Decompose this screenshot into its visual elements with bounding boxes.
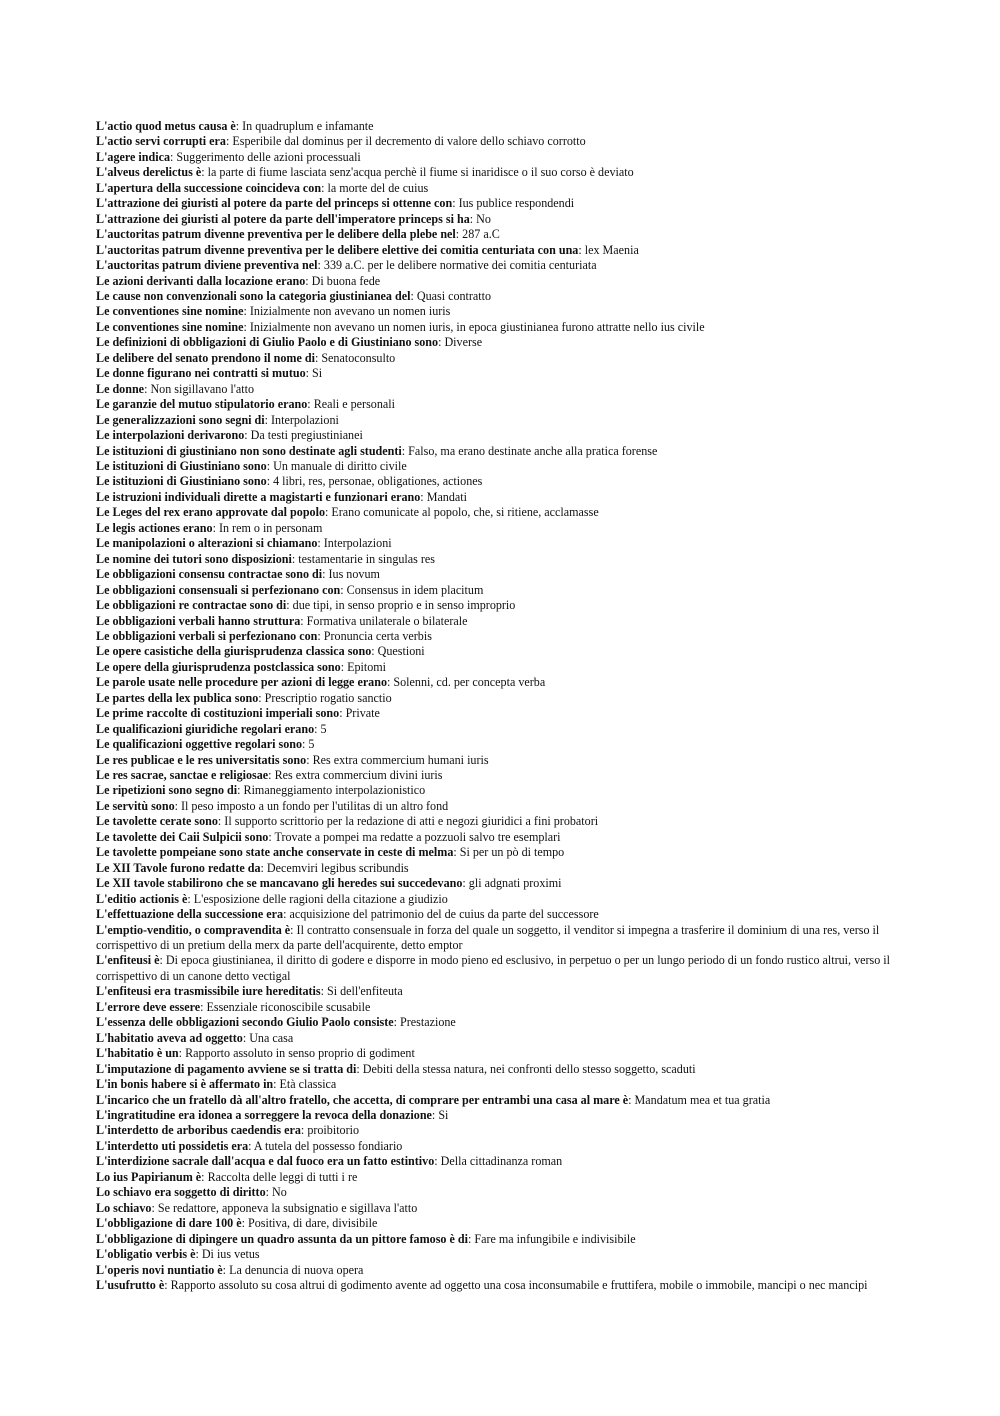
entry: Le istituzioni di Giustiniano sono: 4 libri, res, personae, obligationes, actiones [96,474,483,489]
entry-answer: Si [438,1108,449,1122]
document-page [96,119,908,1293]
entry: Le qualificazioni giuridiche regolari erano: 5 [96,721,327,736]
entry-answer: Formativa unilaterale o bilaterale [306,613,468,628]
entry-question: L'attrazione dei giuristi al potere da parte dell'imperatore princeps si ha [96,211,470,226]
entry-answer: Debiti della stessa natura, nei confronti dello stesso soggetto, scaduti [362,1061,696,1076]
entry-answer: Rapporto assoluto su cosa altrui di godimento avente ad oggetto una cosa inconsumabile e fruttifera, mobile o immobile, mancipi o nec mancipi [170,1277,868,1292]
entry-answer: Falso, ma erano destinate anche alla pratica forense [408,443,658,458]
entry-question: L'usufrutto è [96,1277,165,1292]
entry: Le istituzioni di Giustiniano sono: Un manuale di diritto civile [96,458,407,473]
entry-question: L'operis novi nuntiatio è [96,1262,223,1277]
entry-answer: Interpolazioni [271,412,339,427]
entry-answer: Senatoconsulto [321,350,396,365]
entry: L'attrazione dei giuristi al potere da parte del princeps si ottenne con: Ius publice respondendi [96,196,575,211]
entry-question: L'editio actionis è [96,891,188,906]
entry-answer: Una casa [249,1030,294,1045]
entry-question: L'auctoritas patrum diviene preventiva nel [96,258,318,273]
entry-answer: No [476,211,491,226]
entry-question: L'habitatio è un [96,1046,179,1061]
entry-question: Le definizioni di obbligazioni di Giulio Paolo e di Giustiniano sono [96,335,439,350]
entry: L'enfiteusi è: Di epoca giustinianea, il diritto di godere e disporre in modo pieno ed esclusivo, in perpetuo o per un lungo periodo di un fondo rustico altrui, verso il corrispettivo di un canone detto vectigal [96,953,891,983]
entry: Le definizioni di obbligazioni di Giulio Paolo e di Giustiniano sono: Diverse [96,335,483,350]
entry-answer: Mandati [426,489,467,504]
entry-question: Le obbligazioni consensu contractae sono di [96,567,323,582]
entry-question: Le conventiones sine nomine [96,304,244,319]
entry: Le res sacrae, sanctae e religiosae: Res extra commercium divini iuris [96,768,443,783]
entry: Le XII Tavole furono redatte da: Decemviri legibus scribundis [96,860,409,875]
entry-question: Le obbligazioni verbali si perfezionano con [96,628,318,643]
entry-question: Le istituzioni di Giustiniano sono [96,458,267,473]
entry-question: Le conventiones sine nomine [96,319,244,334]
entry: L'obbligazione di dipingere un quadro assunta da un pittore famoso è di: Fare ma infungibile e indivisibile [96,1231,636,1246]
entry: Le tavolette cerate sono: Il supporto scrittorio per la redazione di atti e negozi giuridici a fini probatori [96,814,599,829]
entry-question: Le obbligazioni re contractae sono di [96,598,287,613]
entry-question: Le tavolette pompeiane sono state anche conservate in ceste di melma [96,845,454,860]
entry: Le opere della giurisprudenza postclassica sono: Epitomi [96,659,387,674]
entry: Le res publicae e le res universitatis sono: Res extra commercium humani iuris [96,752,489,767]
entry-question: Le donne figurano nei contratti si mutuo [96,366,306,381]
entry-answer: In rem o in personam [218,520,323,535]
entry-question: L'apertura della successione coincideva con [96,180,322,195]
entry-question: L'agere indica [96,149,171,164]
entry: Le cause non convenzionali sono la categoria giustinianea del: Quasi contratto [96,288,492,303]
entry-question: L'habitatio aveva ad oggetto [96,1030,243,1045]
entry-question: Lo ius Papirianum è [96,1169,202,1184]
entry: Le servitù sono: Il peso imposto a un fondo per l'utilitas di un altro fond [96,798,449,813]
entry-question: L'obligatio verbis è [96,1247,196,1262]
entry: Le istruzioni individuali dirette a magistarti e funzionari erano: Mandati [96,489,467,504]
entry: Le interpolazioni derivarono: Da testi pregiustinianei [96,428,363,443]
entry: L'incarico che un fratello dà all'altro fratello, che accetta, di comprare per entrambi una casa al mare è: Mandatum mea et tua gratia [96,1092,771,1107]
entry-answer: Il contratto consensuale in forza del quale un soggetto, il venditor si impegna a trasferire il dominium di una res, verso il corrispettivo di un pretium della merx da parte dell'acquirente, detto emptor [96,922,880,953]
entry-question: Le obbligazioni verbali hanno struttura [96,613,301,628]
entry-answer: Se redattore, apponeva la subsignatio e sigillava l'atto [157,1200,418,1215]
entry: Le tavolette pompeiane sono state anche conservate in ceste di melma: Si per un pò di tempo [96,845,565,860]
entry: L'imputazione di pagamento avviene se si tratta di: Debiti della stessa natura, nei confronti dello stesso soggetto, scaduti [96,1061,696,1076]
entry-answer: Questioni [377,644,425,659]
entry-answer: Reali e personali [313,397,395,412]
entry: Le donne: Non sigillavano l'atto [96,381,255,396]
entry: Le prime raccolte di costituzioni imperiali sono: Private [96,706,380,721]
entry: Le obbligazioni re contractae sono di: due tipi, in senso proprio e in senso improprio [96,598,516,613]
entry: L'errore deve essere: Essenziale riconoscibile scusabile [96,999,371,1014]
entry: L'interdizione sacrale dall'acqua e dal fuoco era un fatto estintivo: Della cittadinanza roman [96,1154,563,1169]
entry-answer: testamentarie in singulas res [298,551,435,566]
entry-answer: Fare ma infungibile e indivisibile [474,1231,636,1246]
entry: L'alveus derelictus è: la parte di fiume lasciata senz'acqua perchè il fiume si inaridisce o il suo corso è deviato [96,165,634,180]
entry-answer: Consensus in idem placitum [346,582,484,597]
entry-answer: A tutela del possesso fondiario [253,1138,403,1153]
entry-question: Le qualificazioni oggettive regolari sono [96,737,303,752]
entry-answer: Res extra commercium humani iuris [312,752,489,767]
entry-answer: lex Maenia [584,242,639,257]
entry: Le donne figurano nei contratti si mutuo: Si [96,366,323,381]
entry: Le obbligazioni verbali si perfezionano con: Pronuncia certa verbis [96,628,432,643]
entry-question: L'interdizione sacrale dall'acqua e dal fuoco era un fatto estintivo [96,1154,435,1169]
entry: L'obligatio verbis è: Di ius vetus [96,1247,260,1262]
entry-answer: la parte di fiume lasciata senz'acqua perchè il fiume si inaridisce o il suo corso è deviato [207,165,634,180]
entry-answer: Decemviri legibus scribundis [266,860,409,875]
entry-answer: Epitomi [347,659,387,674]
entry: L'attrazione dei giuristi al potere da parte dell'imperatore princeps si ha: No [96,211,491,226]
entry-question: Le XII tavole stabilirono che se mancavano gli heredes sui succedevano [96,876,463,891]
entry-question: Le obbligazioni consensuali si perfezionano con [96,582,341,597]
entry-answer: In quadruplum e infamante [242,119,374,133]
entry-question: L'incarico che un fratello dà all'altro fratello, che accetta, di comprare per entrambi una casa al mare è [96,1092,629,1107]
entry-question: L'interdetto de arboribus caedendis era [96,1123,301,1138]
entry-answer: Prescriptio rogatio sanctio [264,690,392,705]
entry: L'auctoritas patrum divenne preventiva per le delibere della plebe nel: 287 a.C [96,227,500,242]
entry-question: Le interpolazioni derivarono [96,428,245,443]
entry: L'editio actionis è: L'esposizione delle ragioni della citazione a giudizio [96,891,448,906]
entry-question: L'alveus derelictus è [96,165,202,180]
entry: Le obbligazioni consensuali si perfezionano con: Consensus in idem placitum [96,582,484,597]
entry-question: Le donne [96,381,145,396]
entry: Le obbligazioni verbali hanno struttura: Formativa unilaterale o bilaterale [96,613,468,628]
entry-question: Le Leges del rex erano approvate dal popolo [96,505,325,520]
entry-answer: 339 a.C. per le delibere normative dei comitia centuriata [323,258,597,273]
entry-answer: Il supporto scrittorio per la redazione di atti e negozi giuridici a fini probatori [224,814,599,829]
entry: L'interdetto de arboribus caedendis era: proibitorio [96,1123,360,1138]
entry-question: L'ingratitudine era idonea a sorreggere la revoca della donazione [96,1108,432,1122]
entry-answer: Esperibile dal dominus per il decremento di valore dello schiavo corrotto [232,134,586,149]
entry: Lo schiavo: Se redattore, apponeva la subsignatio e sigillava l'atto [96,1200,418,1215]
entry-answer: Trovate a pompei ma redatte a pozzuoli salvo tre esemplari [274,829,561,844]
entry: Le qualificazioni oggettive regolari sono: 5 [96,737,315,752]
entry: Le obbligazioni consensu contractae sono di: Ius novum [96,567,380,582]
entry: L'habitatio è un: Rapporto assoluto in senso proprio di godiment [96,1046,415,1061]
entry-question: Le istruzioni individuali dirette a magistarti e funzionari erano [96,489,421,504]
entry-question: Le istituzioni di Giustiniano sono [96,474,267,489]
entry-answer: Prestazione [400,1015,456,1030]
entry: Le conventiones sine nomine: Inizialmente non avevano un nomen iuris, in epoca giustinianea furono attratte nello ius civile [96,319,705,334]
entry: Le garanzie del mutuo stipulatorio erano: Reali e personali [96,397,395,412]
entry-question: Le azioni derivanti dalla locazione erano [96,273,306,288]
entry: L'interdetto uti possidetis era: A tutela del possesso fondiario [96,1138,403,1153]
entry-question: L'attrazione dei giuristi al potere da parte del princeps si ottenne con [96,196,453,211]
entry-answer: Essenziale riconoscibile scusabile [206,999,371,1014]
entry-answer: Di ius vetus [201,1247,260,1262]
entry: Le legis actiones erano: In rem o in personam [96,520,323,535]
entry-question: L'in bonis habere si è affermato in [96,1077,274,1092]
entry-answer: Solenni, cd. per concepta verba [393,675,546,690]
entry: L'essenza delle obbligazioni secondo Giulio Paolo consiste: Prestazione [96,1015,456,1030]
entry-question: Le tavolette cerate sono [96,814,218,829]
entry-question: L'actio servi corrupti era [96,134,226,149]
entry: L'enfiteusi era trasmissibile iure hereditatis: Si dell'enfiteuta [96,984,403,999]
entry-question: Lo schiavo era soggetto di diritto [96,1185,266,1200]
entry-answer: Rapporto assoluto in senso proprio di godiment [185,1046,415,1061]
entry-answer: Raccolta delle leggi di tutti i re [207,1169,358,1184]
entry-answer: Ius publice respondendi [458,196,575,211]
entry-answer: Da testi pregiustinianei [250,428,363,443]
entry-answer: Pronuncia certa verbis [323,628,432,643]
entry-answer: Inizialmente non avevano un nomen iuris, in epoca giustinianea furono attratte nello ius civile [249,319,705,334]
entry: Le ripetizioni sono segno di: Rimaneggiamento interpolazionistico [96,783,426,798]
entry: Le nomine dei tutori sono disposizioni: testamentarie in singulas res [96,551,435,566]
entry-answer: Ius novum [328,567,380,582]
entry-question: Le generalizzazioni sono segni di [96,412,265,427]
entry-answer: 287 a.C [462,227,500,242]
entry-answer: Erano comunicate al popolo, che, si ritiene, acclamasse [331,505,599,520]
entry-answer: Un manuale di diritto civile [273,458,407,473]
entry-question: Lo schiavo [96,1200,152,1215]
entry-question: Le delibere del senato prendono il nome di [96,350,315,365]
entry-question: L'obbligazione di dare 100 è [96,1216,242,1231]
entry-answer: Si [312,366,323,381]
entry: Le Leges del rex erano approvate dal popolo: Erano comunicate al popolo, che, si ritiene, acclamasse [96,505,599,520]
entry-question: Le qualificazioni giuridiche regolari erano [96,721,315,736]
entry-question: L'enfiteusi è [96,953,160,968]
entry-answer: Positiva, di dare, divisibile [247,1216,378,1231]
entry: L'ingratitudine era idonea a sorreggere la revoca della donazione: Si [96,1108,449,1122]
entry-question: Le prime raccolte di costituzioni imperiali sono [96,706,340,721]
entry-answer: No [272,1185,287,1200]
entry-answer: Si per un pò di tempo [459,845,565,860]
entry-answer: Il peso imposto a un fondo per l'utilitas di un altro fond [181,798,449,813]
entry-answer: Di buona fede [311,273,381,288]
entry-question: Le tavolette dei Caii Sulpicii sono [96,829,269,844]
entry: Le istituzioni di giustiniano non sono destinate agli studenti: Falso, ma erano destinate anche alla pratica forense [96,443,658,458]
entry: Le tavolette dei Caii Sulpicii sono: Trovate a pompei ma redatte a pozzuoli salvo tre esemplari [96,829,561,844]
entry-question: Le istituzioni di giustiniano non sono destinate agli studenti [96,443,402,458]
entry-question: Le nomine dei tutori sono disposizioni [96,551,292,566]
entry: Le generalizzazioni sono segni di: Interpolazioni [96,412,339,427]
entry-answer: Età classica [279,1077,337,1092]
entry-answer: Non sigillavano l'atto [150,381,255,396]
entry: L'apertura della successione coincideva con: la morte del de cuius [96,180,429,195]
entry: Le azioni derivanti dalla locazione erano: Di buona fede [96,273,381,288]
entry: L'agere indica: Suggerimento delle azioni processuali [96,149,361,164]
entry-answer: due tipi, in senso proprio e in senso improprio [292,598,516,613]
entry: L'in bonis habere si è affermato in: Età classica [96,1077,337,1092]
entry: Le XII tavole stabilirono che se mancavano gli heredes sui succedevano: gli adgnati proximi [96,876,562,891]
entry-question: Le parole usate nelle procedure per azioni di legge erano [96,675,388,690]
entry-answer: Interpolazioni [323,536,392,551]
entry-question: L'interdetto uti possidetis era [96,1138,249,1153]
entry-question: Le opere della giurisprudenza postclassica sono [96,659,341,674]
entry-answer: Si dell'enfiteuta [327,984,403,999]
entry: L'auctoritas patrum divenne preventiva per le delibere elettive dei comitia centuriata con una: lex Maenia [96,242,639,257]
entry-answer: la morte del de cuius [327,180,429,195]
entry: L'emptio-venditio, o compravendita è: Il contratto consensuale in forza del quale un soggetto, il venditor si impegna a trasferire il dominium di una res, verso il corrispettivo di un pretium della merx da parte dell'acquirente, detto emptor [96,922,880,953]
entry: L'operis novi nuntiatio è: La denuncia di nuova opera [96,1262,364,1277]
entry-question: Le partes della lex publica sono [96,690,259,705]
entry: Le partes della lex publica sono: Prescriptio rogatio sanctio [96,690,392,705]
entry-question: Le manipolazioni o alterazioni si chiamano [96,536,318,551]
entry: Le opere casistiche della giurisprudenza classica sono: Questioni [96,644,425,659]
entry-answer: 4 libri, res, personae, obligationes, actiones [273,474,483,489]
entry-answer: L'esposizione delle ragioni della citazione a giudizio [193,891,448,906]
entry-question: Le ripetizioni sono segno di [96,783,238,798]
entry-answer: proibitorio [307,1123,360,1138]
entry: L'usufrutto è: Rapporto assoluto su cosa altrui di godimento avente ad oggetto una cosa inconsumabile e fruttifera, mobile o immobile, mancipi o nec mancipi [96,1277,868,1292]
entry-question: L'obbligazione di dipingere un quadro assunta da un pittore famoso è di [96,1231,468,1246]
entry-answer: 5 [320,721,327,736]
entry-answer: gli adgnati proximi [468,876,562,891]
entry-question: L'effettuazione della successione era [96,907,284,922]
entry-answer: acquisizione del patrimonio del de cuius da parte del successore [289,907,599,922]
entry-answer: Inizialmente non avevano un nomen iuris [249,304,451,319]
entry-question: Le legis actiones erano [96,520,213,535]
entry-answer: Mandatum mea et tua gratia [634,1092,771,1107]
entry-question: Le res publicae e le res universitatis sono [96,752,307,767]
entry-answer: Di epoca giustinianea, il diritto di godere e disporre in modo pieno ed esclusivo, in perpetuo o per un lungo periodo di un fondo rustico altrui, verso il corrispettivo di un canone detto vectigal [96,953,891,983]
entry-question: L'essenza delle obbligazioni secondo Giulio Paolo consiste [96,1015,394,1030]
entry: L'actio servi corrupti era: Esperibile dal dominus per il decremento di valore dello schiavo corrotto [96,134,586,149]
entry: L'effettuazione della successione era: acquisizione del patrimonio del de cuius da parte del successore [96,907,599,922]
entry-answer: Diverse [444,335,483,350]
entry-question: Le garanzie del mutuo stipulatorio erano [96,397,308,412]
entry: L'habitatio aveva ad oggetto: Una casa [96,1030,294,1045]
entry: Le manipolazioni o alterazioni si chiamano: Interpolazioni [96,536,392,551]
entry-answer: 5 [308,737,315,752]
entry-answer: Rimaneggiamento interpolazionistico [243,783,426,798]
entry-question: L'actio quod metus causa è [96,119,236,133]
entry-question: Le servitù sono [96,798,175,813]
entry-question: L'errore deve essere [96,999,201,1014]
entry-question: L'enfiteusi era trasmissibile iure hereditatis [96,984,321,999]
entry-question: L'imputazione di pagamento avviene se si tratta di [96,1061,357,1076]
entry: L'auctoritas patrum diviene preventiva nel: 339 a.C. per le delibere normative dei comitia centuriata [96,258,597,273]
entry-question: Le opere casistiche della giurisprudenza classica sono [96,644,372,659]
entry: Lo ius Papirianum è: Raccolta delle leggi di tutti i re [96,1169,358,1184]
entry: Le parole usate nelle procedure per azioni di legge erano: Solenni, cd. per concepta verba [96,675,546,690]
entry-answer: La denuncia di nuova opera [229,1262,364,1277]
entry-question: Le res sacrae, sanctae e religiosae [96,768,269,783]
entry-answer: Quasi contratto [416,288,492,303]
entry-answer: Della cittadinanza roman [440,1154,563,1169]
entry: L'actio quod metus causa è: In quadruplum e infamante [96,119,374,133]
entry-answer: Res extra commercium divini iuris [274,768,443,783]
entry: Lo schiavo era soggetto di diritto: No [96,1185,287,1200]
entry-question: L'emptio-venditio, o compravendita è [96,922,291,937]
entry: Le conventiones sine nomine: Inizialmente non avevano un nomen iuris [96,304,451,319]
entry-answer: Suggerimento delle azioni processuali [176,149,361,164]
entry: Le delibere del senato prendono il nome di: Senatoconsulto [96,350,396,365]
entry-answer: Private [345,706,380,721]
entry-question: Le XII Tavole furono redatte da [96,860,261,875]
entry: L'obbligazione di dare 100 è: Positiva, di dare, divisibile [96,1216,378,1231]
entry-question: L'auctoritas patrum divenne preventiva per le delibere elettive dei comitia centuriata con una [96,242,579,257]
entry-question: L'auctoritas patrum divenne preventiva per le delibere della plebe nel [96,227,456,242]
entry-question: Le cause non convenzionali sono la categoria giustinianea del [96,288,411,303]
